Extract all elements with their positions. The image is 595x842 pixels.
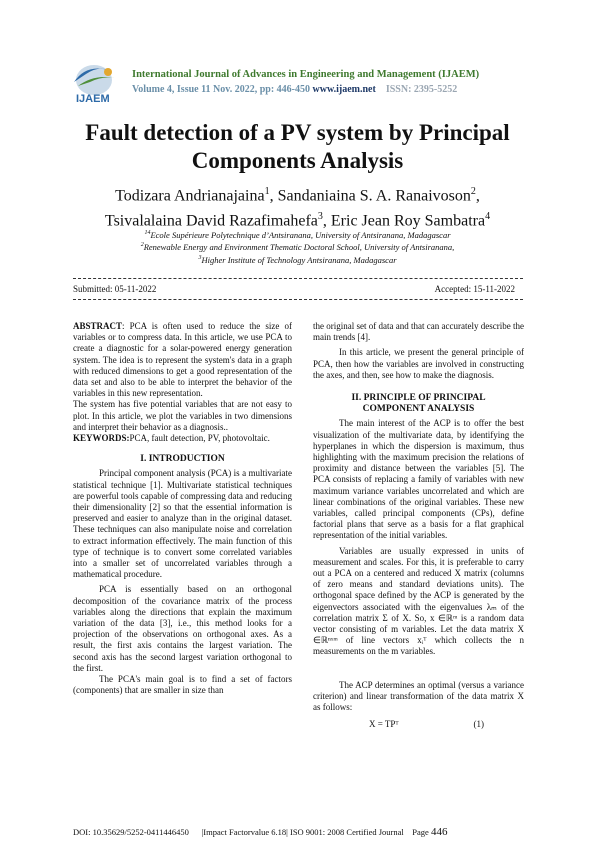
journal-website[interactable]: www.ijaem.net (312, 84, 376, 95)
section-2-heading-line-2: COMPONENT ANALYSIS (362, 404, 475, 415)
author-4-sup: 4 (485, 211, 491, 223)
article-outline-paragraph: In this article, we present the general principle of PCA, then how the variables are involved in constructing the axes, and then, see how to make the diagnosis. (313, 347, 524, 380)
page-number: 446 (430, 826, 448, 838)
title-line-1: Fault detection of a PV system by Principal (85, 120, 510, 145)
left-column (73, 321, 292, 697)
keywords-label: KEYWORDS: (73, 433, 130, 444)
abstract-paragraph-2: The system has five potential variables that are not easy to plot. In this article, we plot the variables in two dimensions and interpret their behavior as a diagnosis.. (73, 399, 292, 432)
section-1-heading: I. INTRODUCTION (140, 454, 225, 465)
submitted-date: Submitted: 05-11-2022 (73, 284, 157, 294)
principle-paragraph-2: Variables are usually expressed in units of measurement and scales. For this, it is preferable to carry out a PCA on a centered and reduced X matrix (columns of zero means and standard deviations units). The orthogonal space defined by the ACP is generated by the eigenvectors associated with the eigenvalues λₘ of the correlation matrix Σ of X. So, x ∈ℝᵐ is a random data vector consisting of m variables. Let the data matrix X ∈ℝⁿˣᵐ of line vectors xᵢᵀ which collects the n measurements on the m variables. (313, 545, 524, 657)
affiliation-2 (40, 240, 555, 252)
title-line-2: Components Analysis (191, 148, 404, 173)
affiliation-1 (40, 228, 555, 240)
abstract-label: ABSTRACT (73, 321, 123, 331)
principle-paragraph-3: The ACP determines an optimal (versus a variance criterion) and linear transformation of the data matrix X as follows: (313, 679, 524, 713)
keywords-text: PCA, fault detection, PV, photovoltaic. (129, 433, 270, 444)
page-footer (73, 826, 447, 838)
journal-volume-line (132, 84, 457, 95)
journal-logo (68, 60, 124, 106)
footer-doi[interactable]: DOI: 10.35629/5252-0411446450 (73, 827, 189, 837)
abstract (73, 321, 292, 399)
equation-body: X = TPᵀ (369, 719, 399, 730)
author-4: , Eric Jean Roy Sambatra (322, 212, 486, 230)
affiliation-3 (40, 253, 555, 265)
section-2-heading-line-1: II. PRINCIPLE OF PRINCIPAL (351, 393, 486, 404)
affiliation-1-sup: 14 (144, 230, 151, 236)
intro-paragraph-3: The PCA's main goal is to find a set of factors (components) that are smaller in size than (73, 674, 292, 696)
equation-number: (1) (473, 719, 484, 730)
intro-paragraph-continued: the original set of data and that can accurately describe the main trends [4]. (313, 321, 524, 343)
journal-name: International Journal of Advances in Engineering and Management (IJAEM) (132, 69, 480, 80)
author-2-sup: 2 (470, 186, 476, 197)
author-1-sup: 1 (264, 186, 270, 197)
accepted-date: Accepted: 15-11-2022 (434, 284, 515, 294)
affiliation-3-sup: 3 (198, 254, 202, 261)
abstract-text: : PCA is often used to reduce the size of variables or to compress data. In this article, we use PCA to create a diagnostic for a solar-powered energy generation system. The idea is to represent the system's data in a graph with reduced dimensions to get a good representation of the data set and also to be able to interpret the behavior of the variables in this new representation. (73, 321, 292, 399)
author-3-sup: 3 (317, 211, 323, 223)
affiliation-1-text: Ecole Supérieure Polytechnique d’Antsiranana, University of Antsiranana, Madagascar (150, 229, 451, 240)
intro-paragraph-1: Principal component analysis (PCA) is a multivariate statistical technique [1]. Multivariate statistical techniques are powerful tools capable of compressing data and reducing their dimensionality [2] so that the essential information is preserved and easier to analyze than in the original dataset. These techniques can also manipulate noise and correlation to extract information effectively. The main function of this type of technique is to convert some correlated variables into a smaller set of uncorrelated variables through a mathematical procedure. (73, 468, 292, 580)
keywords (73, 433, 292, 444)
footer-impact: |Impact Factorvalue 6.18| ISO 9001: 2008 Certified Journal Page (188, 827, 431, 837)
volume-info: Volume 4, Issue 11 Nov. 2022, pp: 446-450 (132, 84, 313, 95)
affiliation-2-text: Renewable Energy and Environment Thematic Doctoral School, University of Antsiranana, (143, 242, 455, 253)
divider-top (73, 278, 523, 279)
paper-title (40, 119, 555, 175)
author-3: Tsivalalaina David Razafimahefa (104, 212, 318, 230)
journal-issn: ISSN: 2395-5252 (385, 84, 458, 95)
equation-1 (313, 719, 524, 730)
divider-bottom (73, 299, 523, 300)
author-list: Todizara Andrianajaina$^1$, Sandaniaina S. A. Ranaivoson$^2$, Tsivalalaina David Razafimahefa$^3$, Eric Jean Roy Sambatra$^4$ (104, 186, 491, 230)
affiliations (40, 228, 555, 265)
logo-text: IJAEM (76, 93, 110, 105)
intro-paragraph-2: PCA is essentially based on an orthogonal decomposition of the covariance matrix of the process variables along the directions that explain the maximum variation of the data [3], i.e., this method looks for a projection of the observations on orthogonal axes. As a result, the first axis contains the largest variation. The second axis has the second largest variation orthogonal to the first. (73, 584, 292, 673)
affiliation-2-sup: 2 (140, 242, 144, 249)
principle-paragraph-1: The main interest of the ACP is to offer the best visualization of the multivariate data, by identifying the hyperplanes in which the dispersion is maximum, thus highlighting with the maximum precision the relations of proximity and distance between the variables [5]. The PCA consists of replacing a family of variables with new maximum variance variables uncorrelated and which are linear combinations of the original variables. These new variables, called principal components (CPs), define factorial plans that serve as a basis for a flat graphical representation of the initial variables. (313, 418, 524, 541)
author-1: Todizara Andrianajaina (115, 187, 265, 205)
affiliation-3-text: Higher Institute of Technology Antsiranana, Madagascar (201, 254, 397, 265)
author-2: , Sandaniaina S. A. Ranaivoson (269, 187, 471, 205)
right-column (313, 321, 524, 731)
